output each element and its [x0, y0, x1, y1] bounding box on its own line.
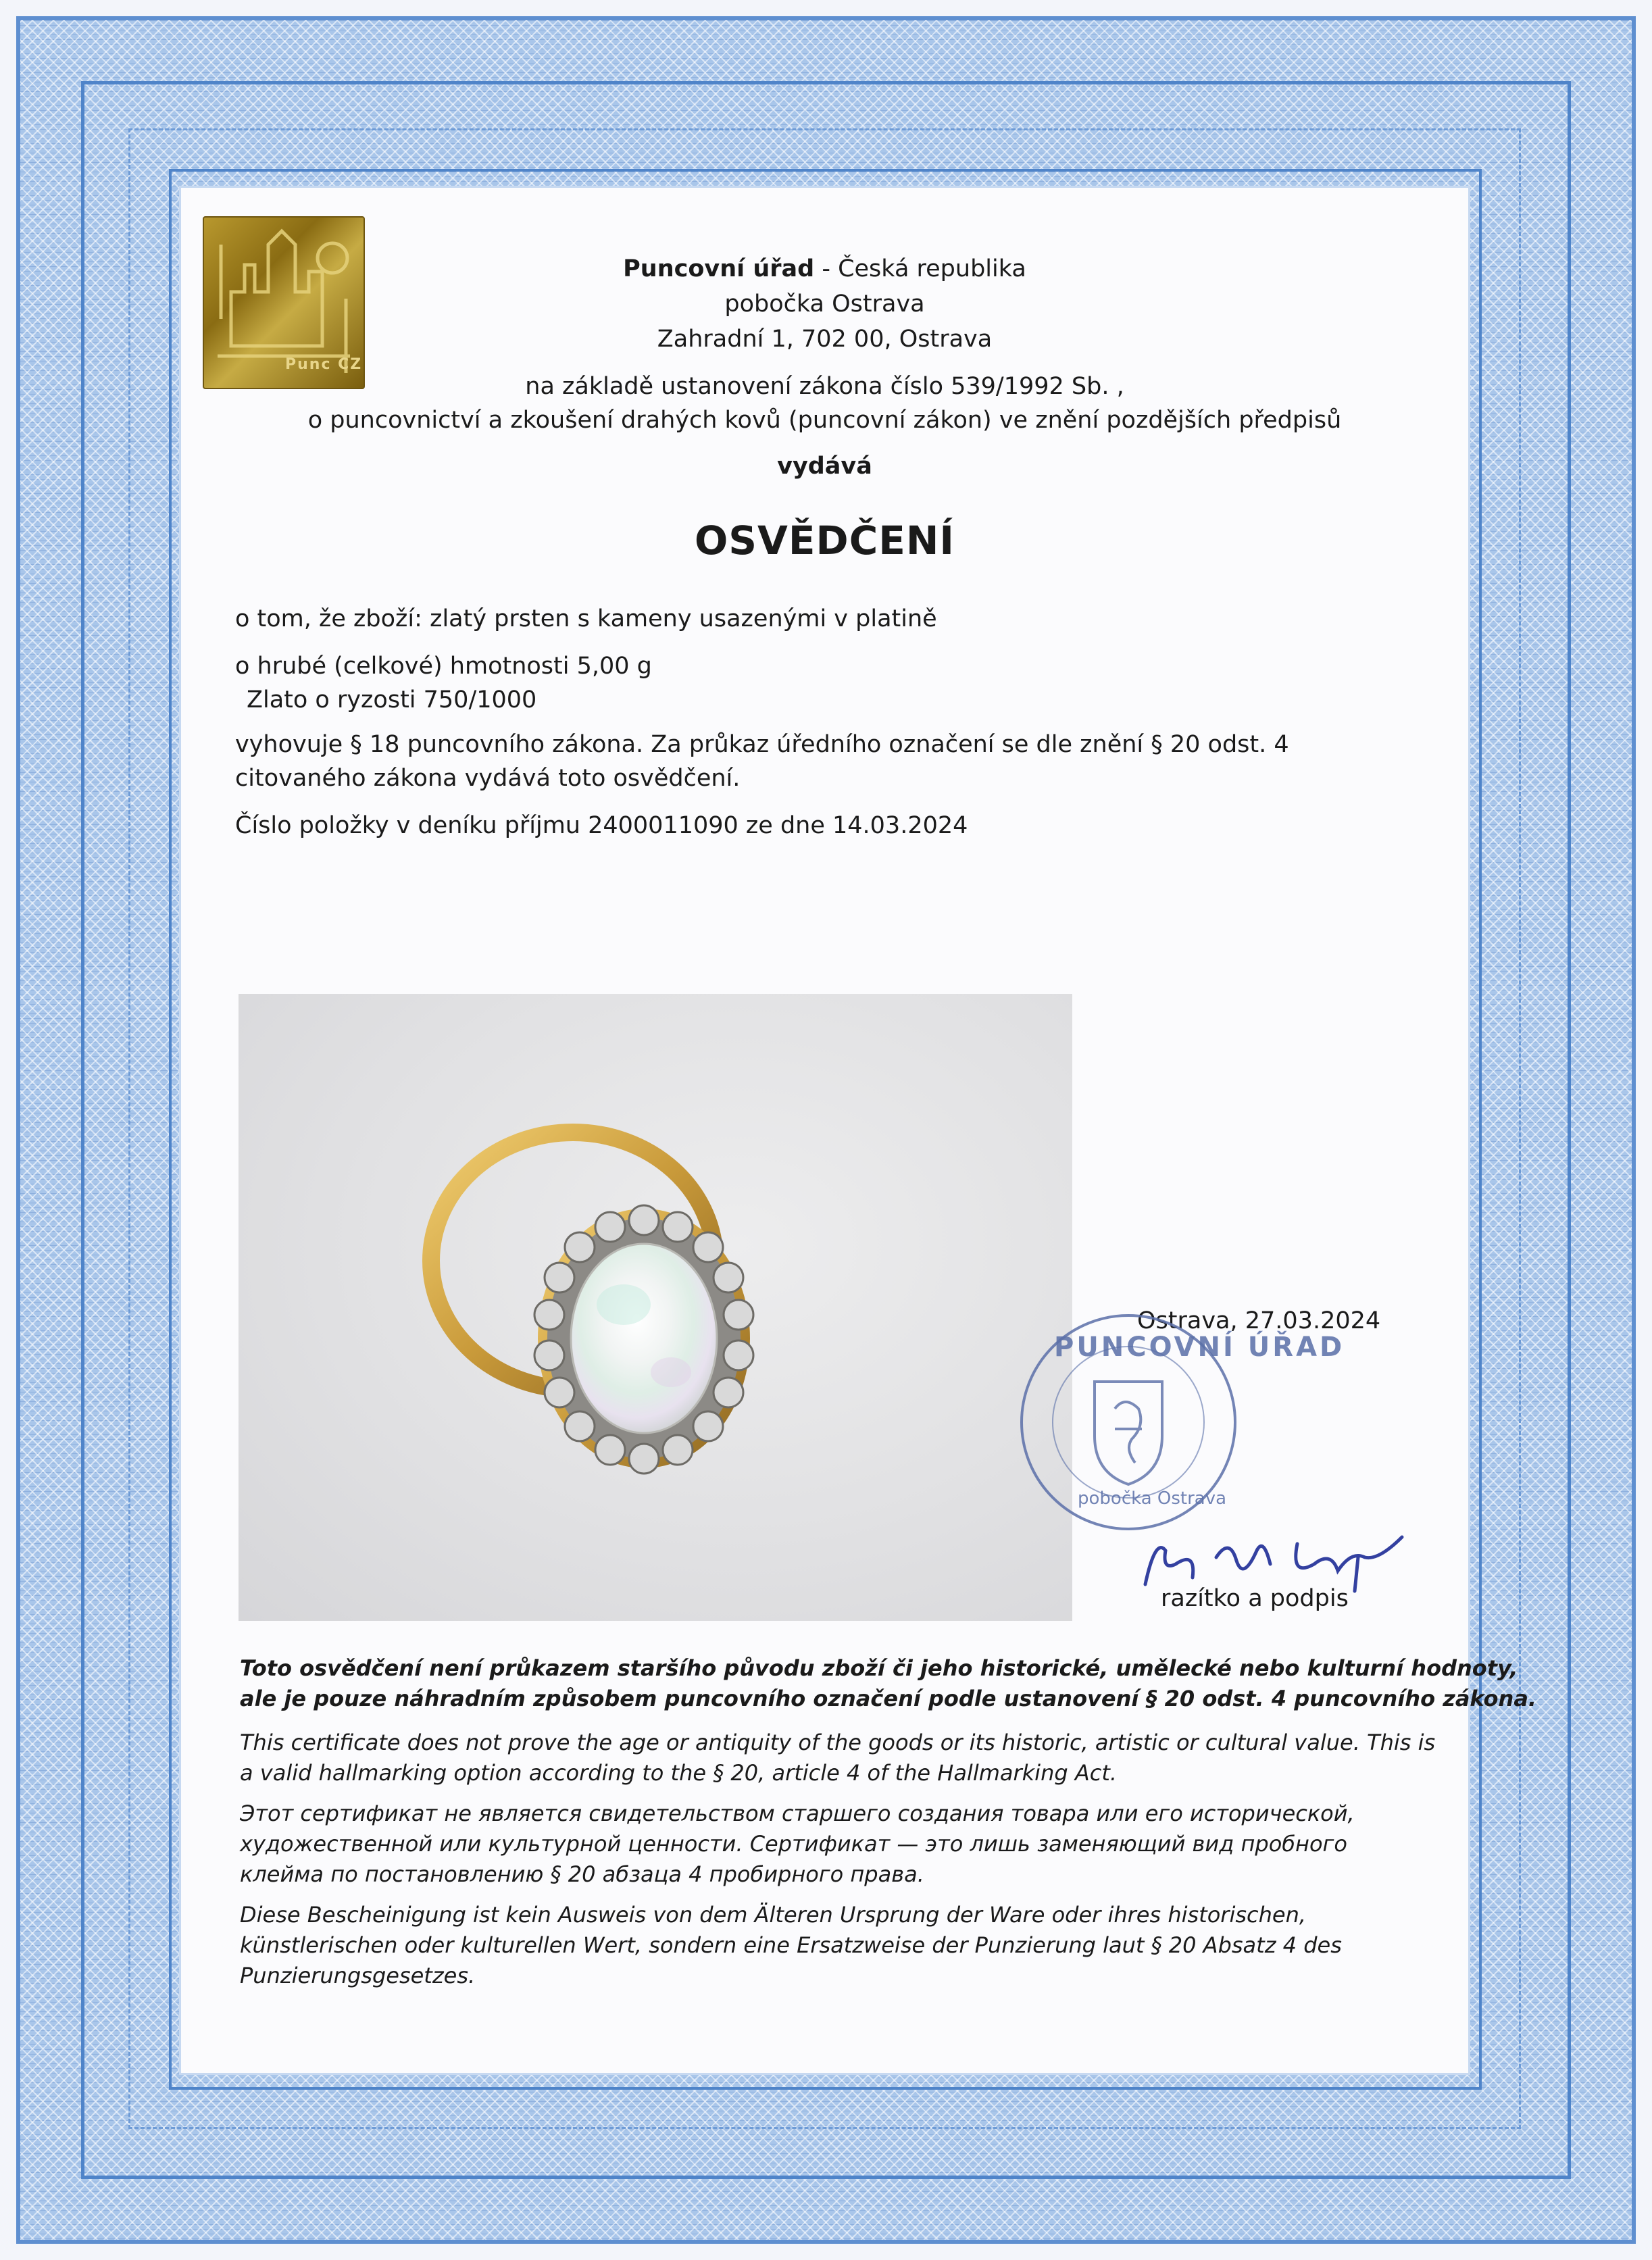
- office-country: - Česká republika: [814, 255, 1026, 282]
- compliance-line-2: citovaného zákona vydává toto osvědčení.: [235, 765, 741, 792]
- law-line-2: o puncovnictví a zkoušení drahých kovů (puncovní zákon) ve znění pozdějších předpisů: [307, 407, 1342, 434]
- disclaimer-de-line-1: Diese Bescheinigung ist kein Ausweis von dem Älteren Ursprung der Ware oder ihres historischen,: [240, 1902, 1307, 1928]
- compliance-line-1: vyhovuje § 18 puncovního zákona. Za průkaz úředního označení se dle znění § 20 odst. 4: [235, 731, 1289, 758]
- disclaimer-en-line-2: a valid hallmarking option according to the § 20, article 4 of the Hallmarking Act.: [240, 1760, 1118, 1786]
- disclaimer-ru-line-2: художественной или культурной ценности. Сертификат — это лишь заменяющий вид пробного: [240, 1831, 1347, 1857]
- stamp-signature-label: razítko a podpis: [1161, 1585, 1349, 1612]
- issues-line: vydává: [777, 453, 872, 480]
- goods-line: o tom, že zboží: zlatý prsten s kameny usazenými v platině: [235, 605, 937, 632]
- disclaimer-de-line-2: künstlerischen oder kulturellen Wert, sondern eine Ersatzweise der Punzierung laut § 20 Absatz 4 des: [240, 1932, 1342, 1958]
- fineness-line: Zlato o ryzosti 750/1000: [247, 686, 537, 713]
- office-line: [181, 255, 1468, 282]
- place-date: Ostrava, 27.03.2024: [1137, 1307, 1381, 1334]
- disclaimer-ru-line-3: клейма по постановлению § 20 абзаца 4 пробирного права.: [240, 1861, 924, 1887]
- branch-line: pobočka Ostrava: [724, 291, 925, 318]
- stamp-bottom-text: pobočka Ostrava: [1078, 1488, 1227, 1509]
- disclaimer-cz-line-2: ale je pouze náhradním způsobem puncovního označení podle ustanovení § 20 odst. 4 puncovního zákona.: [240, 1686, 1537, 1711]
- stamp-top-text: PUNCOVNÍ ÚŘAD: [1054, 1332, 1345, 1363]
- weight-line: o hrubé (celkové) hmotnosti 5,00 g: [235, 653, 652, 680]
- disclaimer-cz-line-1: Toto osvědčení není průkazem staršího původu zboží či jeho historické, umělecké nebo kulturní hodnoty,: [240, 1655, 1518, 1681]
- law-line-1: na základě ustanovení zákona číslo 539/1992 Sb. ,: [525, 373, 1124, 400]
- certificate-title: OSVĚDČENÍ: [694, 518, 955, 563]
- disclaimer-de-line-3: Punzierungsgesetzes.: [240, 1963, 476, 1988]
- disclaimer-ru-line-1: Этот сертификат не является свидетельством старшего создания товара или его исторической,: [240, 1801, 1355, 1826]
- item-number-line: Číslo položky v deníku příjmu 2400011090 ze dne 14.03.2024: [235, 812, 968, 839]
- coat-of-arms-icon: [1095, 1382, 1162, 1484]
- hologram-text: Punc CZ: [285, 356, 363, 373]
- office-name: Puncovní úřad: [623, 255, 815, 282]
- ring-photo: [239, 994, 1072, 1621]
- disclaimer-en-line-1: This certificate does not prove the age or antiquity of the goods or its historic, artistic or cultural value. This is: [240, 1730, 1436, 1755]
- ring-illustration: [239, 994, 1072, 1621]
- address-line: Zahradní 1, 702 00, Ostrava: [657, 326, 993, 353]
